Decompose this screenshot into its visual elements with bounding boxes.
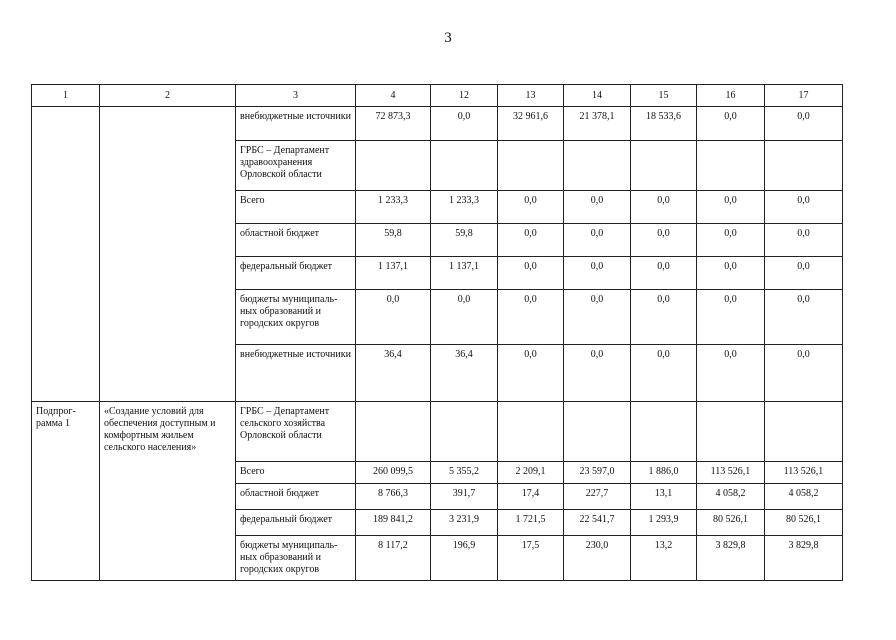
row-label: внебюджетные источники: [236, 345, 356, 402]
value-cell: 4 058,2: [765, 484, 843, 510]
value-cell: 227,7: [564, 484, 631, 510]
value-cell: 0,0: [431, 107, 498, 141]
value-cell: 0,0: [697, 224, 765, 257]
column-header: 16: [697, 85, 765, 107]
value-cell: 113 526,1: [765, 462, 843, 484]
value-cell: 0,0: [431, 290, 498, 345]
subprogram-code: Подпрог-рамма 1: [32, 402, 100, 581]
value-cell: 0,0: [631, 257, 697, 290]
column-header: 3: [236, 85, 356, 107]
table-row: [32, 107, 843, 141]
value-cell: 0,0: [564, 191, 631, 224]
column-header: 4: [356, 85, 431, 107]
section-healthcare: [32, 107, 843, 402]
value-cell: 0,0: [564, 290, 631, 345]
value-cell: 36,4: [356, 345, 431, 402]
value-cell: [564, 141, 631, 191]
column-header: 15: [631, 85, 697, 107]
value-cell: 0,0: [498, 224, 564, 257]
value-cell: 22 541,7: [564, 510, 631, 536]
value-cell: [697, 141, 765, 191]
value-cell: [765, 141, 843, 191]
value-cell: [356, 402, 431, 462]
value-cell: 17,4: [498, 484, 564, 510]
value-cell: 1 293,9: [631, 510, 697, 536]
column-header: 1: [32, 85, 100, 107]
value-cell: 0,0: [564, 345, 631, 402]
value-cell: 0,0: [631, 224, 697, 257]
column-header: 13: [498, 85, 564, 107]
value-cell: [356, 141, 431, 191]
value-cell: 0,0: [498, 191, 564, 224]
value-cell: 1 137,1: [356, 257, 431, 290]
value-cell: [431, 402, 498, 462]
value-cell: 23 597,0: [564, 462, 631, 484]
value-cell: 80 526,1: [697, 510, 765, 536]
value-cell: [697, 402, 765, 462]
row-label: ГРБС – Департамент сельского хозяйства Орловской области: [236, 402, 356, 462]
value-cell: 260 099,5: [356, 462, 431, 484]
value-cell: 4 058,2: [697, 484, 765, 510]
value-cell: [564, 402, 631, 462]
value-cell: 0,0: [356, 290, 431, 345]
value-cell: 59,8: [356, 224, 431, 257]
value-cell: 59,8: [431, 224, 498, 257]
value-cell: 3 829,8: [697, 536, 765, 581]
value-cell: 0,0: [498, 257, 564, 290]
value-cell: 80 526,1: [765, 510, 843, 536]
header-row: [32, 85, 843, 107]
value-cell: [631, 402, 697, 462]
value-cell: 0,0: [765, 224, 843, 257]
budget-table: [31, 84, 843, 581]
row-label: федеральный бюджет: [236, 510, 356, 536]
row-label: бюджеты муниципаль-ных образований и городских округов: [236, 290, 356, 345]
value-cell: 2 209,1: [498, 462, 564, 484]
value-cell: 0,0: [564, 257, 631, 290]
value-cell: 21 378,1: [564, 107, 631, 141]
row-label: ГРБС – Департамент здравоохранения Орловской области: [236, 141, 356, 191]
value-cell: 196,9: [431, 536, 498, 581]
value-cell: 18 533,6: [631, 107, 697, 141]
value-cell: 3 231,9: [431, 510, 498, 536]
row-label: Всего: [236, 191, 356, 224]
value-cell: [431, 141, 498, 191]
program-cell: [32, 107, 100, 402]
value-cell: 0,0: [765, 191, 843, 224]
value-cell: 0,0: [765, 257, 843, 290]
value-cell: 0,0: [631, 290, 697, 345]
value-cell: 113 526,1: [697, 462, 765, 484]
program-name-cell: [100, 107, 236, 402]
page-number: 3: [444, 30, 452, 46]
column-header: 2: [100, 85, 236, 107]
value-cell: 32 961,6: [498, 107, 564, 141]
value-cell: 0,0: [697, 107, 765, 141]
value-cell: 0,0: [765, 345, 843, 402]
value-cell: 0,0: [765, 290, 843, 345]
row-label: Всего: [236, 462, 356, 484]
value-cell: 1 233,3: [356, 191, 431, 224]
section-subprogram-1: [32, 402, 843, 581]
value-cell: 3 829,8: [765, 536, 843, 581]
value-cell: 0,0: [631, 191, 697, 224]
value-cell: 0,0: [498, 345, 564, 402]
value-cell: 0,0: [697, 345, 765, 402]
value-cell: 0,0: [697, 257, 765, 290]
table-row: [32, 402, 843, 462]
column-header: 12: [431, 85, 498, 107]
value-cell: 13,2: [631, 536, 697, 581]
row-label: бюджеты муниципаль-ных образований и городских округов: [236, 536, 356, 581]
value-cell: 1 137,1: [431, 257, 498, 290]
subprogram-name: «Создание условий для обеспечения доступным и комфортным жильем сельского населения»: [100, 402, 236, 581]
value-cell: 36,4: [431, 345, 498, 402]
value-cell: 189 841,2: [356, 510, 431, 536]
value-cell: [498, 402, 564, 462]
value-cell: 72 873,3: [356, 107, 431, 141]
value-cell: 230,0: [564, 536, 631, 581]
column-header: 17: [765, 85, 843, 107]
column-header: 14: [564, 85, 631, 107]
value-cell: 1 721,5: [498, 510, 564, 536]
value-cell: 391,7: [431, 484, 498, 510]
value-cell: [498, 141, 564, 191]
value-cell: 17,5: [498, 536, 564, 581]
value-cell: 0,0: [631, 345, 697, 402]
value-cell: 0,0: [697, 290, 765, 345]
value-cell: 5 355,2: [431, 462, 498, 484]
value-cell: 1 233,3: [431, 191, 498, 224]
value-cell: 8 766,3: [356, 484, 431, 510]
row-label: областной бюджет: [236, 224, 356, 257]
row-label: федеральный бюджет: [236, 257, 356, 290]
value-cell: 13,1: [631, 484, 697, 510]
row-label: внебюджетные источники: [236, 107, 356, 141]
value-cell: 0,0: [498, 290, 564, 345]
value-cell: 0,0: [697, 191, 765, 224]
row-label: областной бюджет: [236, 484, 356, 510]
value-cell: [631, 141, 697, 191]
value-cell: 8 117,2: [356, 536, 431, 581]
value-cell: [765, 402, 843, 462]
value-cell: 1 886,0: [631, 462, 697, 484]
value-cell: 0,0: [765, 107, 843, 141]
value-cell: 0,0: [564, 224, 631, 257]
